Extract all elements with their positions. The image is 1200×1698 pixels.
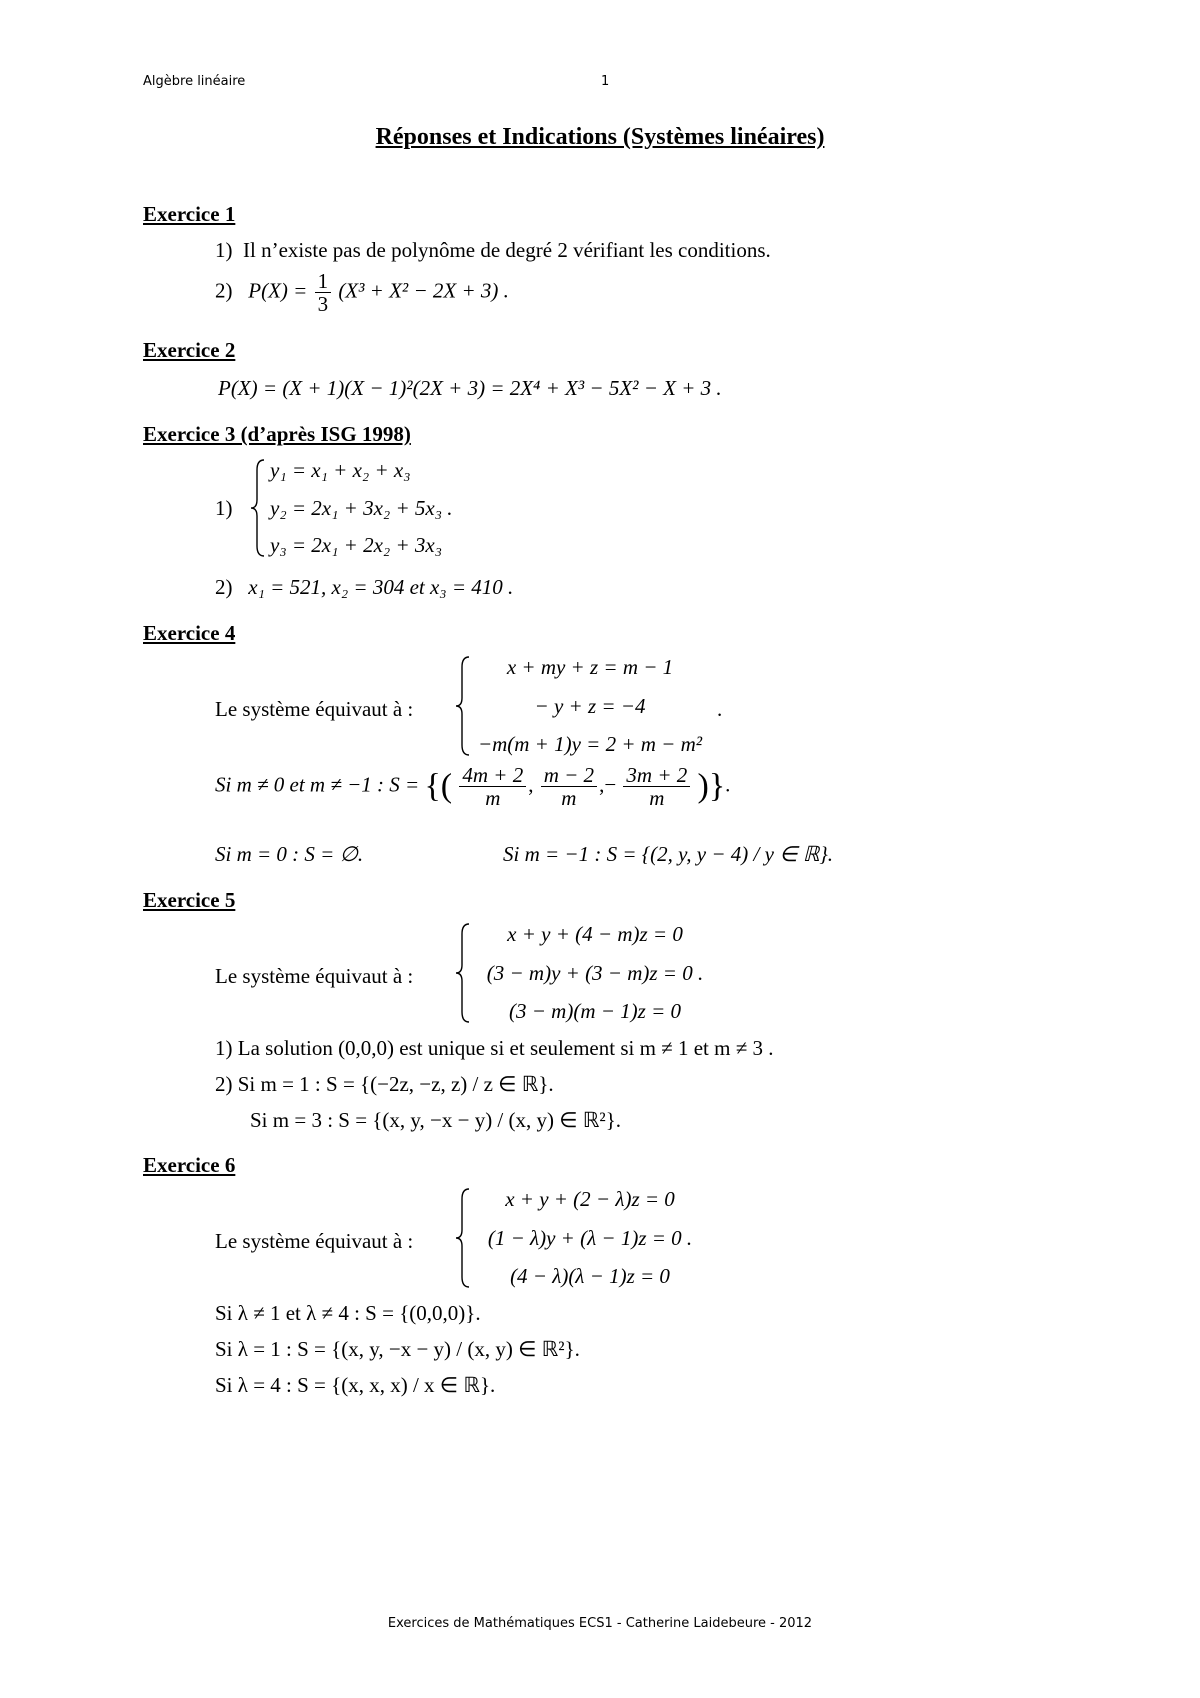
page-title: Réponses et Indications (Systèmes linéaires): [375, 124, 825, 150]
exercise-1-title: Exercice 1: [143, 202, 236, 226]
fraction: [623, 764, 690, 809]
fraction-denominator: m: [561, 786, 577, 811]
exercise-3-title: Exercice 3 (d’après ISG 1998): [143, 422, 411, 446]
exercise-6-system: [455, 1187, 705, 1289]
item-number: 1): [215, 238, 233, 262]
exercise-3-system: [250, 458, 453, 558]
fraction-numerator: 1: [315, 270, 332, 293]
exercise-5-system: [455, 922, 715, 1024]
item-text: Il n’existe pas de polynôme de degré 2 vérifiant les conditions.: [243, 238, 771, 262]
exercise-2-formula: P(X) = (X + 1)(X − 1)²(2X + 3) = 2X⁴ + X³ − 5X² − X + 3 .: [218, 376, 722, 400]
left-brace: [455, 655, 471, 757]
exercise-1-item-1: [215, 238, 771, 263]
exercise-6-title: Exercice 6: [143, 1153, 236, 1177]
system-row: (3 − m)(m − 1)z = 0: [509, 999, 681, 1023]
exercise-5-item-2: 2) Si m = 1 : S = {(−2z, −z, z) / z ∈ ℝ}.: [215, 1072, 554, 1096]
left-brace: [455, 922, 471, 1024]
running-header: Algèbre linéaire: [143, 74, 246, 89]
exercise-2-title: Exercice 2: [143, 338, 236, 362]
system-intro: Le système équivaut à :: [215, 1229, 414, 1253]
item-number: 2): [215, 575, 233, 599]
exercise-6-line-3: Si λ = 4 : S = {(x, x, x) / x ∈ ℝ}.: [215, 1373, 496, 1397]
system-row: −m(m + 1)y = 2 + m − m²: [477, 732, 703, 756]
fraction: [541, 764, 597, 809]
system-row: y₃ = 2x₁ + 2x₂ + 3x₃: [270, 533, 442, 557]
fraction-numerator: 4m + 2: [459, 764, 526, 787]
fraction-denominator: m: [485, 786, 501, 811]
exercise-3-item-2: [215, 575, 513, 600]
left-brace: [250, 458, 266, 558]
case-condition: Si m ≠ 0 et m ≠ −1 : S =: [215, 772, 420, 797]
fraction: [459, 764, 526, 809]
fraction-denominator: m: [649, 786, 665, 811]
formula-lhs: P(X) =: [248, 278, 308, 303]
system-intro: Le système équivaut à :: [215, 697, 414, 721]
system-row: x + y + (4 − m)z = 0: [507, 922, 683, 946]
page-number: 1: [601, 74, 610, 89]
system-row: (3 − m)y + (3 − m)z = 0 .: [486, 960, 704, 985]
exercise-4-case-1: Si m ≠ 0 et m ≠ −1 : S = {( $\frac{4m + 2}{m}$ , $\frac{m - 2}{m}$ ,− $\frac{3m + 2}{m}$ )}.: [215, 763, 731, 811]
exercise-4-system: [455, 655, 705, 757]
fraction: [315, 270, 332, 315]
exercise-6-line-1: Si λ ≠ 1 et λ ≠ 4 : S = {(0,0,0)}.: [215, 1301, 481, 1325]
system-row: (1 − λ)y + (λ − 1)z = 0 .: [487, 1225, 693, 1250]
left-brace: [455, 1187, 471, 1289]
formula-rhs: (X³ + X² − 2X + 3) .: [338, 278, 509, 303]
exercise-1-item-2: [215, 270, 509, 315]
system-end-punctuation: .: [717, 697, 723, 721]
exercise-4-title: Exercice 4: [143, 621, 236, 645]
system-row: y₁ = x₁ + x₂ + x₃: [270, 458, 411, 482]
fraction-denominator: 3: [317, 292, 329, 317]
system-row: x + y + (2 − λ)z = 0: [505, 1187, 675, 1211]
page-footer: Exercices de Mathématiques ECS1 - Catherine Laidebeure - 2012: [387, 1616, 813, 1631]
system-row: (4 − λ)(λ − 1)z = 0: [510, 1264, 670, 1288]
item-number: 2): [215, 278, 233, 303]
exercise-5-title: Exercice 5: [143, 888, 236, 912]
fraction-numerator: m − 2: [541, 764, 597, 787]
system-row: − y + z = −4: [534, 693, 646, 718]
exercise-6-line-2: Si λ = 1 : S = {(x, y, −x − y) / (x, y) ∈ ℝ²}.: [215, 1337, 580, 1361]
exercise-4-case-2: Si m = 0 : S = ∅.: [215, 842, 364, 866]
system-row: y₂ = 2x₁ + 3x₂ + 5x₃ .: [270, 495, 453, 520]
item-number: 1): [215, 496, 233, 520]
solution-values: x₁ = 521, x₂ = 304 et x₃ = 410 .: [248, 575, 514, 599]
system-row: x + my + z = m − 1: [506, 655, 674, 679]
fraction-numerator: 3m + 2: [623, 764, 690, 787]
system-intro: Le système équivaut à :: [215, 964, 414, 988]
exercise-5-item-3: Si m = 3 : S = {(x, y, −x − y) / (x, y) ∈ ℝ²}.: [250, 1108, 622, 1132]
exercise-4-case-3: Si m = −1 : S = {(2, y, y − 4) / y ∈ ℝ}.: [503, 842, 834, 866]
exercise-5-item-1: 1) La solution (0,0,0) est unique si et seulement si m ≠ 1 et m ≠ 3 .: [215, 1036, 774, 1060]
